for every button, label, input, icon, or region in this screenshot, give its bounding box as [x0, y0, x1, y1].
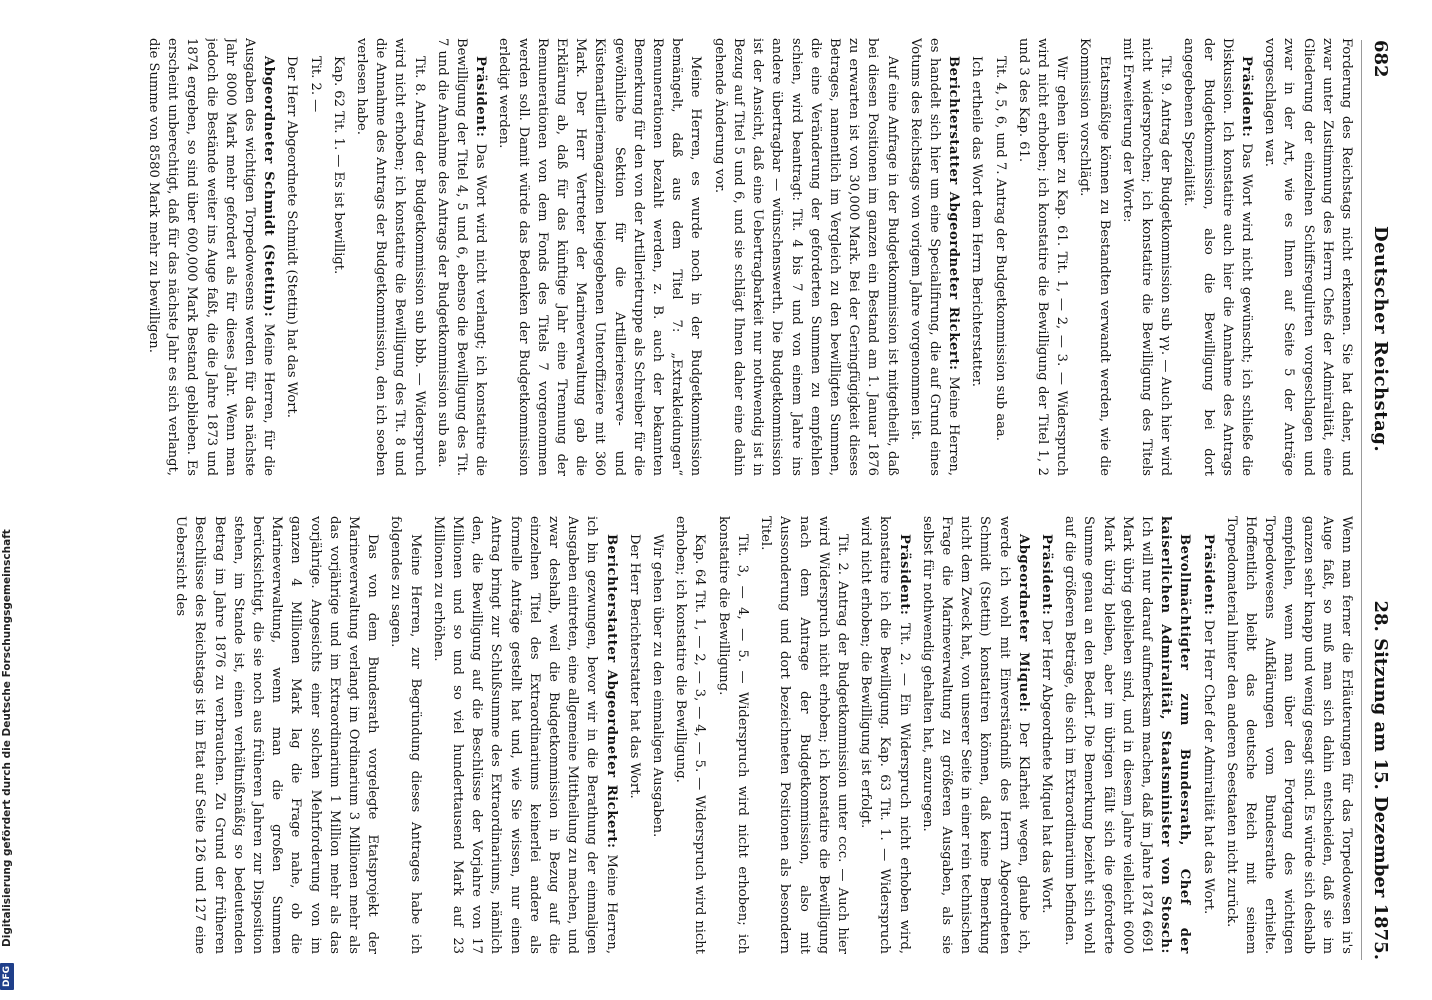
paragraph-text: Wenn man ferner die Erläuterungen für das Torpedowesen in's Auge faßt, so muß man sich dahin entscheiden, daß sie im ganzen sehr knapp und wenig gesagt sind. Es würde sich deshalb empfehlen, wenn man über den Fortgang des wichtigen Torpedowesens Aufklärungen vom Bundesrathe erhielte. Hoffentlich bleibt das deutsche Reich mit seinem Torpedomaterial hinter den anderen Seestaaten nicht zurück. — [1223, 516, 1354, 954]
paragraph-text: Der Herr Chef der Admiralität hat das Wort. — [1200, 619, 1216, 915]
paragraph — [282, 38, 301, 476]
speaker-label: Abgeordneter Miquel: — [1015, 534, 1031, 713]
paragraph — [144, 38, 278, 476]
paragraph-text: Etatsmäßige können zu Bestandten verwandt werden, wie die Kommission vorschlägt. — [1077, 38, 1112, 476]
session-date: 28. Sitzung am 15. Dezember 1875. — [1370, 600, 1392, 960]
paragraph-text: Meine Herren, für die Ausgaben des wichtigen Torpedowesens werden für das nächste Jahr 8000 Mark mehr gefordert als für dieses Jahr. Wenn man jedoch die Bestände weiter ins Auge faßt, die die Jahre 1873 und 1874 ergeben, so sind über 600,000 Mark Bestand geblieben. Es erscheint unberechtigt, daß für das nächste Jahr es sich verlangt, die Summe von 8580 Mark mehr zu bewilligen. — [146, 38, 277, 476]
paragraph — [906, 38, 964, 476]
paragraph-text: Der Herr Abgeordnete Miquel hat das Wort. — [1038, 619, 1054, 914]
paragraph — [1179, 38, 1256, 476]
paragraph-text: Forderung des Reichstags nicht erkennen. Sie hat daher, und zwar unter Zustimmung des Herrn Chefs der Admiralität, eine Gliederung der einzelnen Schiffsregulirten vorgeschlagen und zwar in der Art, wie es Ihnen auf Seite 5 der Anträge vorgeschlagen war. — [1262, 38, 1354, 476]
page-number: 682 — [1370, 40, 1392, 78]
speaker-label: Präsident: — [1200, 534, 1216, 616]
paragraph-text: Kap. 64 Tit. 1, — 2, — 3, — 4, — 5. — Widerspruch wird nicht erhoben; ich konstatire die Bewilligung. — [673, 516, 708, 954]
paragraph-text: Meine Herren, es handelt sich hier um eine Specialifirung, die auf Grund eines Votums des Reichstags von vorigem Jahre vorgenommen ist. — [907, 38, 962, 476]
paragraph — [171, 516, 382, 954]
paragraph-text: Der Klarheit wegen, glaube ich, werde ich wohl mit Einverständniß des Herrn Abgeordneten Schmidt (Stettin) konstatiren können, daß keine Bemerkung nicht dem Zweck hat, von unserer Seite in einer rein technischen Frage die Marineverwaltung zu größeren Ausgaben, als sie selbst für nothwendig gehalten hat, anzuregen. — [919, 516, 1031, 954]
paragraph — [918, 516, 1033, 954]
paragraph — [714, 516, 752, 954]
paragraph — [671, 516, 709, 954]
paragraph-text: Wir gehen über zu den einmaligen Ausgaben. — [650, 534, 666, 838]
paragraph — [1260, 38, 1356, 476]
paragraph — [1014, 38, 1072, 476]
paragraph-text: Auf eine Anfrage in der Budgetkommission ist mitgetheilt, daß bei diesen Positionen im ganzen ein Bestand am 1. Januar 1876 zu erwarten ist von 30,000 Mark. Bei der Geringfügigkeit dieses Betrages, namentlich im Vergleich zu den bewilligten Summen, die eine Veränderung der geforderten Summen zu empfehlen schien, wird beantragt: Tit. 4 bis 7 und von einem Jahre ins andere übertragbar — wünschenswerth. Die Budgetkommission ist der Ansicht, daß eine Uebertragbarkeit nur nothwendig ist in Bezug auf Titel 5 und 6, und sie schlägt Ihnen daher eine dahin gehende Änderung vor. — [711, 38, 900, 476]
paragraph-text: Kap. 62 Tit. 1. — Es ist bewilligt. — [330, 56, 346, 275]
paragraph-text: Ich ertheile das Wort dem Herrn Berichterstatter. — [969, 56, 985, 387]
paragraph — [967, 38, 986, 476]
paragraph — [1037, 516, 1056, 954]
paragraph-text: Tit. 2. — Ein Widerspruch nicht erhoben wird, konstatire ich die Bewilligung. Kap. 63 Tit. 1. — Widerspruch wird nicht erhoben; die Bewilligung ist erfolgt. — [858, 516, 912, 954]
paragraph-text: Meine Herren, es wurde noch in der Budgetkommission bemängelt, daß aus dem Titel 7: „Extrakleidungen“ Remunerationen bezahlt werden, z. B. auch der bekannten Bemerkung für den von der Artillerietruppe als Schreiber für die gewöhnliche Sektion für die Artilleriereserve- und Küstenartilleriemagazinen beigegebenen Unteroffiziere mit 360 Mark. Der Herr Vertreter der Marineverwaltung gab die Erklärung ab, daß für das künftige Jahr eine Trennung der Remunerationen von dem Fonds des Titels 7 vorgenommen werden soll. Damit würde das Bedenken der Budgetkommission erledigt werden. — [496, 38, 704, 476]
speaker-label: Berichterstatter Abgeordneter Rickert: — [603, 534, 619, 849]
speaker-label: Präsident: — [896, 534, 912, 616]
speaker-label: Berichterstatter Abgeordneter Rickert: — [946, 56, 962, 371]
paragraph-text: Das von dem Bundesrath vorgelegte Etatsprojekt der Marineverwaltung verlangt im Ordinarium 3 Millionen mehr als das vorjährige und im Extraordinarium 1 Million mehr als das vorjährige. Angesichts einer solchen Mehrforderung von im ganzen 4 Millionen Mark lag die Frage nahe, ob die Marineverwaltung, wenn man die großen Summen berücksichtigt, die sie noch aus früheren Jahren zur Disposition stehen, im Stande ist, einen verhältnißmäßig so bedeutenden Betrag im Jahre 1876 zu verbrauchen. Zu Grund der früheren Beschlüsse des Reichstags ist im Etat auf Seite 126 und 127 eine Uebersicht des — [173, 516, 381, 954]
publication-title: Deutscher Reichstag. — [1370, 225, 1392, 453]
speaker-label: Präsident: — [473, 56, 489, 138]
digitization-note: Digitalisierung gefördert durch die Deutsche Forschungsgemeinschaft — [1, 529, 13, 947]
paragraph-text: Ich will nur darauf aufmerksam machen, daß im Jahre 1874 6691 Mark übrig geblieben sind, und in diesem Jahre vielleicht 6000 Mark übrig bleiben, aber im übrigen fällt sich die geforderte Summe genau an den Bedarf. Die Bemerkung bezieht sich wohl auf die größeren Beträge, die sich im Extraordinarium befinden. — [1062, 516, 1154, 954]
page-header — [1364, 40, 1398, 960]
dfg-logo: DFG — [0, 963, 14, 990]
right-column — [54, 516, 1356, 954]
paragraph-text: Tit. 2. — — [307, 56, 323, 113]
paragraph-text: Tit. 8. Antrag der Budgetkommission sub bbb. — Widerspruch wird nicht erhoben; ich konstatire die Bewilligung des Tit. 8 und die Annahme des Antrags der Budgetkommission, den ich soeben verlesen habe. — [354, 38, 427, 476]
paragraph — [990, 38, 1009, 476]
paragraph — [352, 38, 429, 476]
paragraph — [1118, 38, 1176, 476]
paragraph — [305, 38, 324, 476]
paragraph-text: Tit. 2. Antrag der Budgetkommission unter ccc. — Auch hier wird Widerspruch nicht erhoben; ich konstatire die Bewilligung nach dem Antrage der Budgetkommission, also mit Aussonderung und dort bezeichneten Positionen als besondern Titel. — [758, 516, 850, 954]
paragraph-text: Das Wort wird nicht gewünscht; ich schließe die Diskussion. Ich konstatire auch hier die Annahme des Antrags der Budgetkommission, also die Bewilligung bei dort angegebenen Spezialität. — [1181, 38, 1254, 476]
paragraph-text: Der Herr Abgeordnete Schmidt (Stettin) hat das Wort. — [284, 56, 300, 418]
speaker-label: Präsident: — [1238, 56, 1254, 138]
paragraph — [386, 516, 424, 954]
paragraph — [1075, 38, 1113, 476]
paragraph-text: Wir gehen über zu Kap. 61. Tit. 1, — 2, — 3. — Widerspruch wird nicht erhoben; ich konstatire die Bewilligung der Titel 1, 2 und 3 des Kap. 61. — [1015, 38, 1070, 476]
paragraph-text: Tit. 3, — 4, — 5. — Widerspruch wird nicht erhoben; ich konstatire die Bewilligung. — [715, 516, 750, 954]
paragraph-text: Meine Herren, ich bin gezwungen, bevor wir in die Berathung der einmaligen Ausgaben eintreten, eine allgemeine Mittheilung zu machen, und zwar deshalb, weil die Budgetkommission in Bezug auf die einzelnen Titel des Extraordinariums keinerlei andere als formelle Anträge gestellt hat und, wie Sie wissen, nur einen Antrag bringt zur Schlußsumme des Extraordinariums, nämlich den, die Bewilligung auf die Beschlüsse der Vorjahre von 17 Millionen und so und so viel hunderttausend Mark auf 23 Millionen zu erhöhen. — [430, 516, 619, 954]
paragraph — [648, 516, 667, 954]
paragraph — [1060, 516, 1194, 954]
paragraph — [756, 516, 852, 954]
paragraph — [433, 38, 491, 476]
paragraph-text: Meine Herren, zur Begründung dieses Antrages habe ich folgendes zu sagen. — [388, 516, 423, 954]
header-rule — [1361, 40, 1362, 960]
digitization-footer — [0, 0, 16, 1000]
paragraph-text: Der Herr Berichterstatter hat das Wort. — [626, 534, 642, 799]
paragraph — [1198, 516, 1217, 954]
paragraph — [494, 38, 705, 476]
speaker-label: Präsident: — [1038, 534, 1054, 616]
paragraph — [625, 516, 644, 954]
paragraph — [856, 516, 914, 954]
speaker-label: Bevollmächtigter zum Bundesrath, Chef der kaiserlichen Admiralität, Staatsminister von Stosch: — [1158, 516, 1193, 954]
paragraph — [1222, 516, 1356, 954]
paragraph — [329, 38, 348, 476]
paragraph-text: Tit. 4, 5, 6, und 7. Antrag der Budgetkommission sub aaa. — [992, 56, 1008, 441]
paragraph-text: Das Wort wird nicht verlangt; ich konstatire die Bewilligung der Titel 4, 5 und 6, ebenso die Bewilligung des Tit. 7 und die Annahme des Antrags der Budgetkommission sub aaa. — [434, 38, 489, 476]
left-column — [54, 38, 1356, 476]
paragraph — [429, 516, 621, 954]
paragraph — [710, 38, 902, 476]
speaker-label: Abgeordneter Schmidt (Stettin): — [261, 56, 277, 318]
paragraph-text: Tit. 9. Antrag der Budgetkommission sub γγ. — Auch hier wird nicht widersprochen; ich konstatire die Bewilligung des Titels mit Erweiterung der Worte: — [1119, 38, 1174, 476]
